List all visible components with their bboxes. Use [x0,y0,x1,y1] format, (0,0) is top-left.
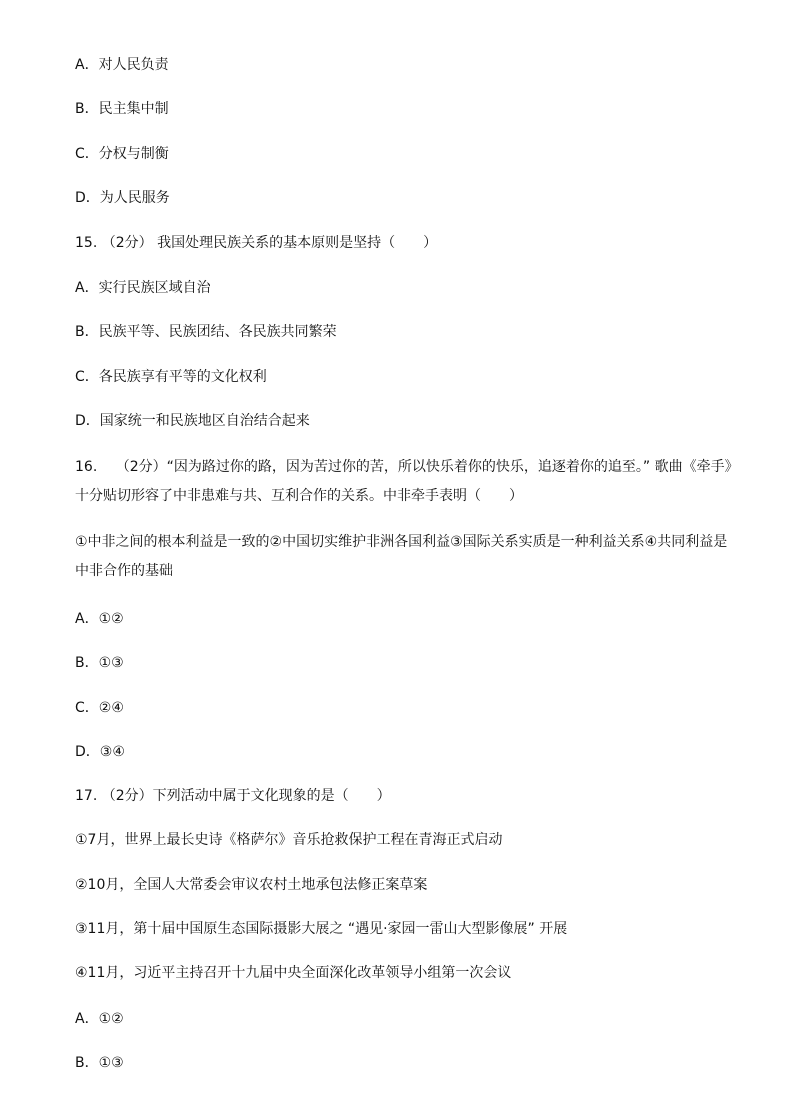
statement-1: ①7月，世界上最长史诗《格萨尔》音乐抢救保护工程在青海正式启动 [75,832,503,848]
statement-line1: ①中非之间的根本利益是一致的②中国切实维护非洲各国利益③国际关系实质是一种利益关系④共同利益是 [75,534,728,550]
option-c: C．各民族享有平等的文化权利 [75,369,267,385]
option-d: D．为人民服务 [75,190,170,206]
option-c: C．②④ [75,700,124,716]
option-c: C．分权与制衡 [75,146,169,162]
question-stem: 17. （2分）下列活动中属于文化现象的是（ ） [75,788,391,804]
option-b: B．①③ [75,655,124,671]
option-a: A．对人民负责 [75,57,169,73]
option-d: D．③④ [75,744,125,760]
statement-line2: 中非合作的基础 [75,563,173,579]
option-b: B．①③ [75,1055,124,1071]
option-d: D．国家统一和民族地区自治结合起来 [75,413,310,429]
option-b: B．民族平等、民族团结、各民族共同繁荣 [75,324,337,340]
option-b: B．民主集中制 [75,101,169,117]
question-stem: 15. （2分） 我国处理民族关系的基本原则是坚持（ ） [75,235,438,251]
option-a: A．①② [75,611,124,627]
statement-2: ②10月，全国人大常委会审议农村土地承包法修正案草案 [75,877,428,893]
statement-3: ③11月，第十届中国原生态国际摄影大展之 “遇见·家园一雷山大型影像展” 开展 [75,921,568,937]
question-stem-line1: 16. （2分）“因为路过你的路，因为苦过你的苦，所以快乐着你的快乐，追逐着你的追至。” 歌曲《牵手》 [75,459,739,475]
option-a: A．①② [75,1011,124,1027]
question-stem-line2: 十分贴切形容了中非患难与共、互利合作的关系。中非牵手表明（ ） [75,488,523,504]
option-a: A．实行民族区域自治 [75,280,211,296]
statement-4: ④11月，习近平主持召开十九届中央全面深化改革领导小组第一次会议 [75,965,512,981]
